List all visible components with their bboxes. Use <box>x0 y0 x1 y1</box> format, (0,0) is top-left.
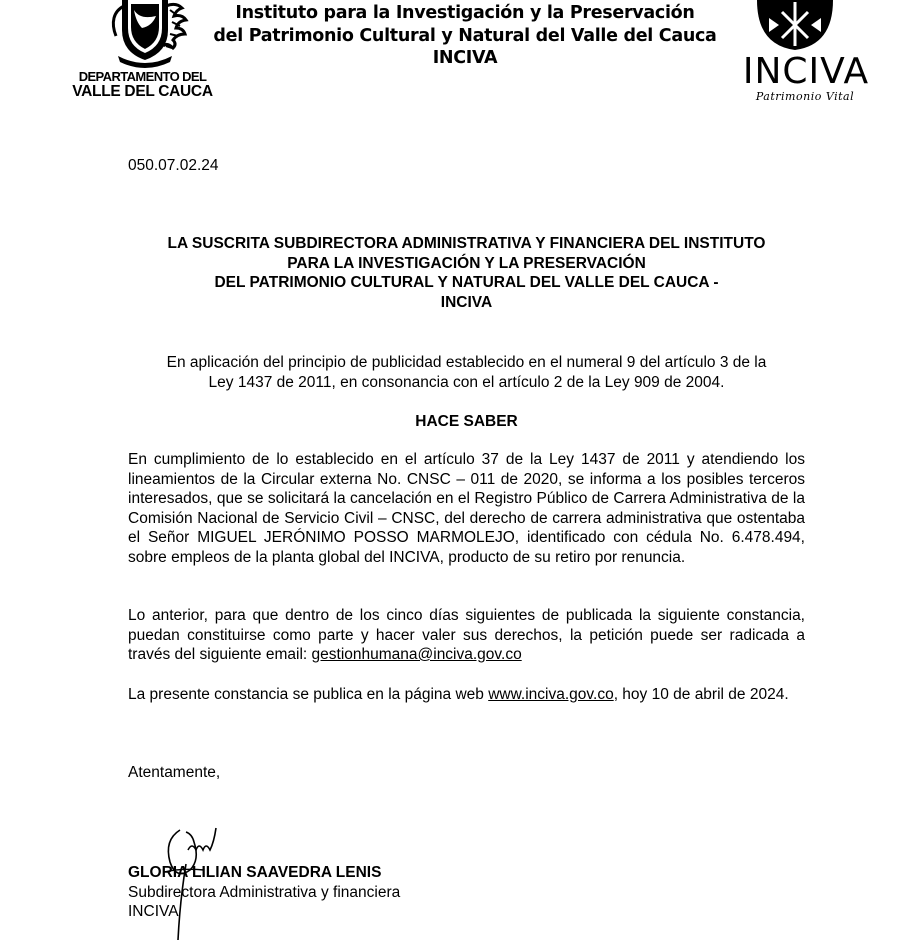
document-heading <box>128 234 805 312</box>
publication-text-post: , hoy 10 de abril de 2024. <box>613 686 789 703</box>
department-line1: DEPARTAMENTO DEL <box>78 69 207 84</box>
department-name <box>60 69 225 99</box>
signature-block <box>128 863 400 922</box>
document-reference: 050.07.02.24 <box>128 157 219 174</box>
publication-paragraph <box>128 685 805 705</box>
inciva-logo-wordmark: INCIVA <box>742 51 870 92</box>
intro-line1: En aplicación del principio de publicidad establecido en el numeral 9 del artículo 3 de la <box>166 354 767 371</box>
intro-paragraph <box>128 353 805 392</box>
inciva-emblem <box>752 0 838 52</box>
publication-text-pre: La presente constancia se publica en la página web <box>128 686 489 703</box>
heading-line2: PARA LA INVESTIGACIÓN Y LA PRESERVACIÓN <box>287 254 646 272</box>
inciva-cross-emblem-icon <box>752 0 838 52</box>
rights-paragraph <box>128 606 805 665</box>
signer-name: GLORIA LILIAN SAAVEDRA LENIS <box>128 864 382 881</box>
intro-line2: Ley 1437 de 2011, en consonancia con el artículo 2 de la Ley 909 de 2004. <box>208 373 725 391</box>
signer-organization: INCIVA <box>128 903 179 920</box>
header-title-line3: INCIVA <box>432 48 498 68</box>
email-link[interactable]: gestionhumana@inciva.gov.co <box>311 646 522 663</box>
notice-paragraph: En cumplimiento de lo establecido en el artículo 37 de la Ley 1437 de 2011 y atendiendo los lineamientos de la Circular externa No. CNSC – 011 de 2020, se informa a los posibles terceros interesados, que se solicitará la cancelación en el Registro Público de Carrera Administrativa de la Comisión Nacional de Servicio Civil – CNSC, del derecho de carrera administrativa que ostentaba el Señor MIGUEL JERÓNIMO POSSO MARMOLEJO, identificado con cédula No. 6.478.494, sobre empleos de la planta global del INCIVA, producto de su retiro por renuncia. <box>128 451 805 566</box>
signer-role: Subdirectora Administrativa y financiera <box>128 883 401 901</box>
heading-line3: DEL PATRIMONIO CULTURAL Y NATURAL DEL VALLE DEL CAUCA - <box>214 274 719 291</box>
coat-of-arms-icon <box>100 0 195 68</box>
website-link[interactable]: www.inciva.gov.co <box>488 686 614 703</box>
rights-paragraph-text: Lo anterior, para que dentro de los cinco días siguientes de publicada la siguiente constancia, puedan constituirse como parte y hacer valer sus derechos, la petición puede ser radicada a través del siguiente email: <box>128 607 805 663</box>
header-title-line1: Instituto para la Investigación y la Preservación <box>235 3 695 23</box>
closing-salutation: Atentamente, <box>128 764 221 781</box>
inciva-logo-tagline: Patrimonio Vital <box>755 90 855 103</box>
heading-line4: INCIVA <box>440 293 493 311</box>
department-line2: VALLE DEL CAUCA <box>72 83 213 100</box>
section-title: HACE SABER <box>415 413 518 430</box>
department-coat-of-arms-logo <box>100 0 195 68</box>
institute-header-title <box>205 2 725 70</box>
heading-line1: LA SUSCRITA SUBDIRECTORA ADMINISTRATIVA Y FINANCIERA DEL INSTITUTO <box>167 235 766 252</box>
header-title-line2: del Patrimonio Cultural y Natural del Valle del Cauca <box>213 25 717 46</box>
